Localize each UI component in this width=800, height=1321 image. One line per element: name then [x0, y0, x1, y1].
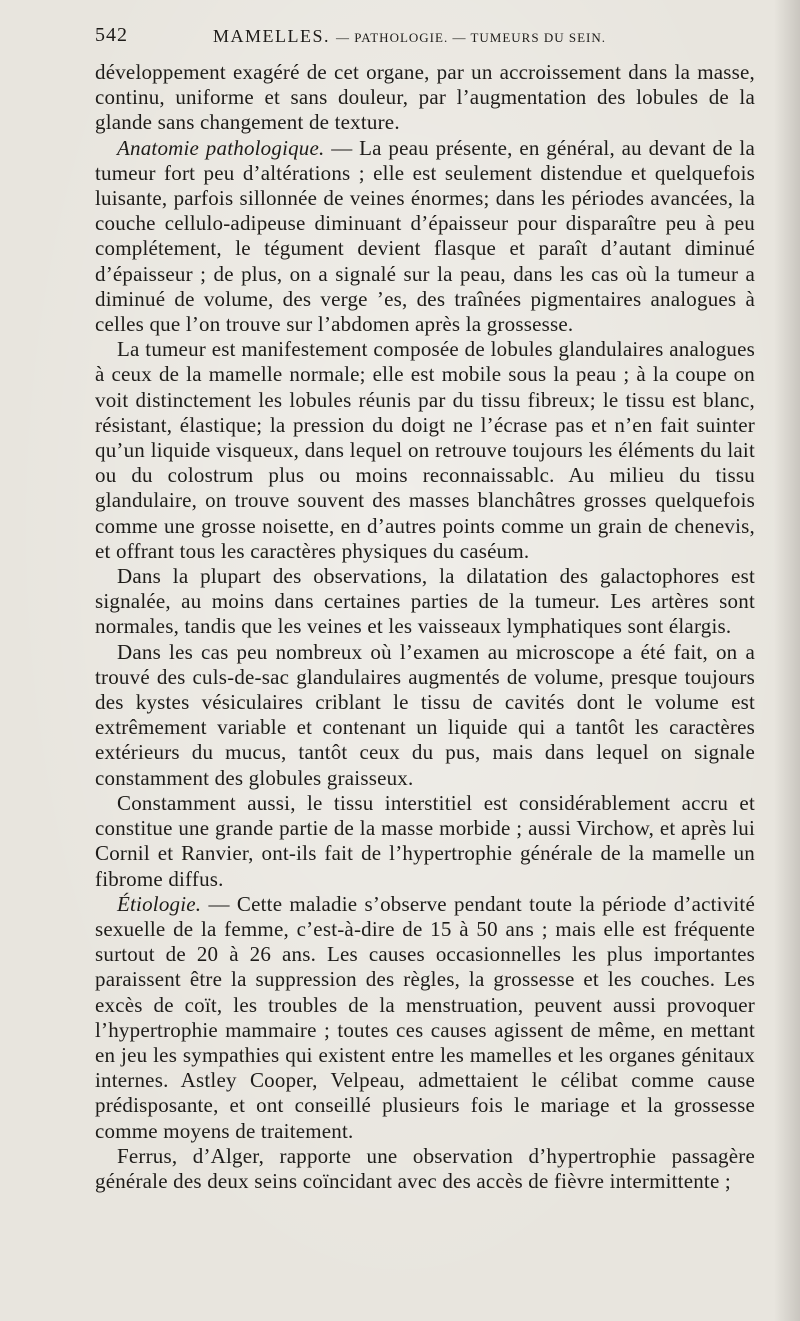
- section-heading-anatomie: Anatomie pathologique.: [117, 135, 325, 160]
- page-edge-shadow: [774, 0, 800, 1321]
- page-header: [95, 24, 755, 54]
- paragraph-text: La tumeur est manifestement composée de lobules glandulaires analogues à ceux de la mamelle normale; elle est mobile sous la peau ; à la coupe on voit distinctement les lobules réunis par du tissu fibreux; le tissu est blanc, résistant, élastique; la pression du doigt ne l’écrase pas et n’en fait suinter qu’un liquide visqueux, dans lequel on retrouve toujours les éléments du lait ou du colostrum plus ou moins reconnaissablc. Au milieu du tissu glandulaire, on trouve souvent des masses blanchâtres grosses quelquefois comme une grosse noisette, en d’autres points comme un grain de chenevis, et offrant tous les caractères physiques du caséum.: [95, 337, 755, 563]
- paragraph-text: Dans la plupart des observations, la dilatation des galactophores est signalée, au moins dans certaines parties de la tumeur. Les artères sont normales, tandis que les veines et les vaisseaux lymphatiques sont élargis.: [95, 564, 755, 639]
- body-text: [95, 60, 755, 1194]
- paragraph-etiologie: [95, 892, 755, 1144]
- paragraph-text: Ferrus, d’Alger, rapporte une observation d’hypertrophie passagère générale des deux seins coïncidant avec des accès de fièvre intermittente ;: [95, 1143, 755, 1193]
- paragraph-text: — La peau présente, en général, au devant de la tumeur fort peu d’altérations ; elle est seulement distendue et quelquefois luisante, parfois sillonnée de veines énormes; dans les périodes avancées, la couche cellulo-adipeuse diminuant d’épaisseur pour disparaître peu à peu complétement, le tégument devient flasque et paraît d’autant diminué d’épaisseur ; de plus, on a signalé sur la peau, dans les cas où la tumeur a diminué de volume, des verge ’es, des traînées pigmentaires analogues à celles que l’on trouve sur l’abdomen après la grossesse.: [95, 135, 755, 337]
- paragraph-tissu-interstitiel: [95, 791, 755, 892]
- paragraph-ferrus: [95, 1144, 755, 1194]
- paragraph-text: développement exagéré de cet organe, par un accroissement dans la masse, continu, uniforme et sans douleur, par l’augmentation des lobules de la glande sans changement de texture.: [95, 60, 755, 135]
- paragraph-galactophores: [95, 564, 755, 640]
- paragraph-anatomie: [95, 136, 755, 338]
- paragraph-text: — Cette maladie s’observe pendant toute la période d’activité sexuelle de la femme, c’est-à-dire de 15 à 50 ans ; mais elle est fréquente surtout de 20 à 26 ans. Les causes occasionnelles les plus importantes paraissent être la suppression des règles, la grossesse et les couches. Les excès de coït, les troubles de la menstruation, peuvent aussi provoquer l’hypertrophie mammaire ; toutes ces causes agissent de même, en mettant en jeu les sympathies qui existent entre les mamelles et les organes génitaux internes. Astley Cooper, Velpeau, admettaient le célibat comme cause prédisposante, et ont conseillé plusieurs fois le mariage et la grossesse comme moyens de traitement.: [95, 891, 755, 1143]
- paragraph-text: Dans les cas peu nombreux où l’examen au microscope a été fait, on a trouvé des culs-de-sac glandulaires augmentés de volume, presque toujours des kystes vésiculaires criblant le tissu de cavités dont le volume est extrêmement variable et contenant un liquide qui a tantôt les caractères extérieurs du mucus, tantôt ceux du pus, mais dans lequel on signale constamment des globules graisseux.: [95, 639, 755, 790]
- running-head: [213, 26, 606, 47]
- running-head-subtitle: — PATHOLOGIE. — TUMEURS DU SEIN.: [336, 30, 606, 45]
- paragraph-microscope: [95, 640, 755, 791]
- section-heading-etiologie: Étiologie.: [117, 891, 202, 916]
- page-number: 542: [95, 24, 128, 46]
- paragraph-text: Constamment aussi, le tissu interstitiel est considérablement accru et constitue une grande partie de la masse morbide ; aussi Virchow, et après lui Cornil et Ranvier, ont-ils fait de l’hypertrophie générale de la mamelle un fibrome diffus.: [95, 790, 755, 891]
- running-head-title: MAMELLES.: [213, 26, 330, 46]
- paragraph-tumeur: [95, 337, 755, 564]
- paragraph-continuation: [95, 60, 755, 136]
